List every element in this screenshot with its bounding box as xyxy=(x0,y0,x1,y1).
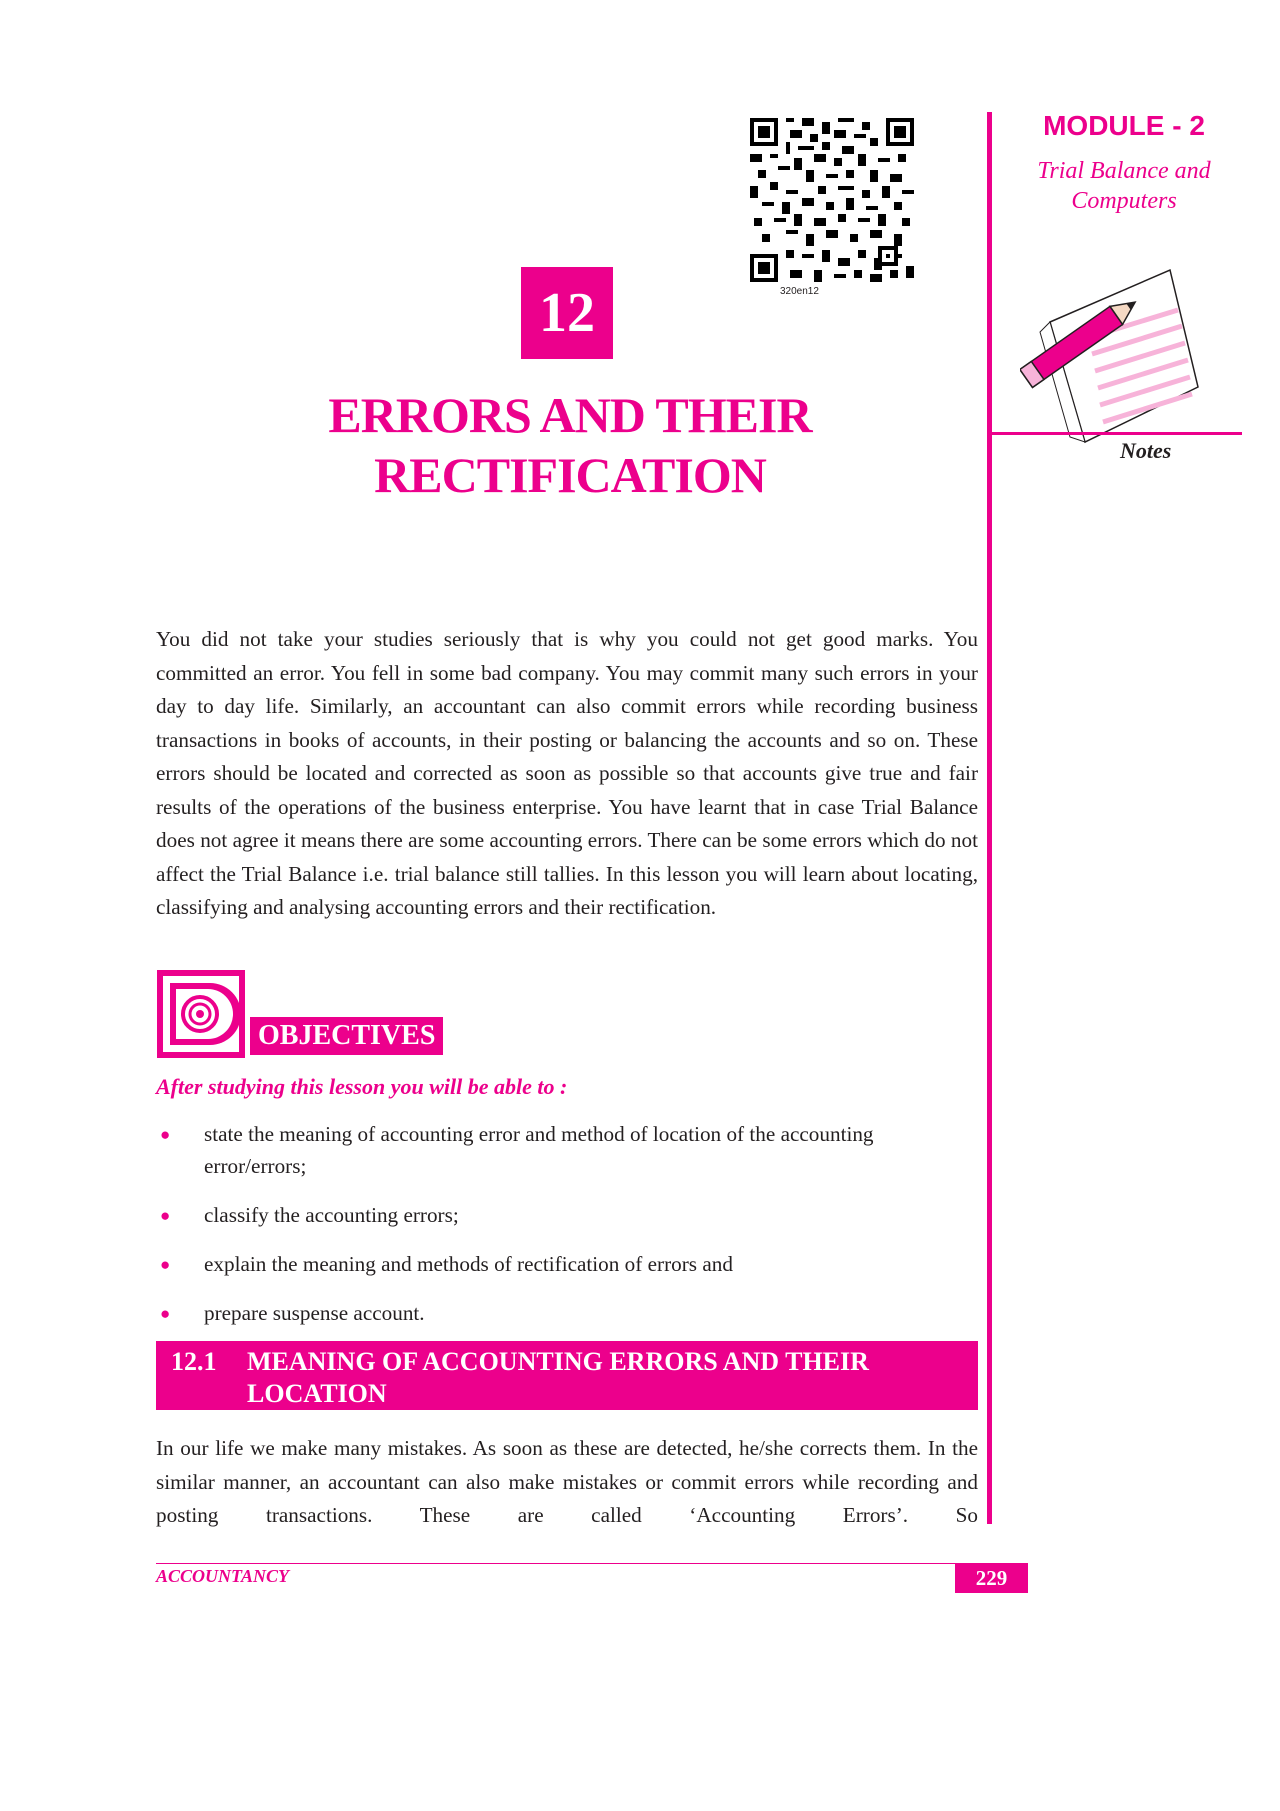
chapter-title-line1: ERRORS AND THEIR xyxy=(328,387,812,443)
bullet-icon: ● xyxy=(160,1255,171,1274)
objectives-intro: After studying this lesson you will be able to : xyxy=(156,1074,568,1099)
objectives-list xyxy=(156,1118,978,1346)
module-subtitle xyxy=(1014,156,1234,216)
notes-divider xyxy=(990,432,1242,435)
list-item: ● classify the accounting errors; xyxy=(160,1203,459,1227)
bullet-icon: ● xyxy=(160,1304,171,1323)
list-item: ● prepare suspense account. xyxy=(160,1301,425,1325)
chapter-title-line2: RECTIFICATION xyxy=(374,447,766,503)
page-number: 229 xyxy=(955,1563,1028,1593)
module-label: MODULE - 2 xyxy=(1043,110,1205,141)
qr-code-label: 320en12 xyxy=(780,286,819,297)
intro-paragraph: You did not take your studies seriously that is why you could not get good marks. You committed an error. You fell in some bad company. You may commit many such errors in your day to day life. Similarly, an accountant can also commit errors while recording business transactions in books of accounts, in their posting or balancing the accounts and so on. These errors should be located and corrected as soon as possible so that accounts give true and fair results of the operations of the business enterprise. You have learnt that in case Trial Balance does not agree it means there are some accounting errors. There can be some errors which do not affect the Trial Balance i.e. trial balance still tallies. In this lesson you will learn about locating, classifying and analysing accounting errors and their rectification. xyxy=(156,627,978,919)
objectives-heading: OBJECTIVES xyxy=(250,1017,443,1055)
module-subtitle-line2: Computers xyxy=(1071,188,1177,214)
section-title-line1: MEANING OF ACCOUNTING ERRORS AND THEIR xyxy=(247,1347,869,1376)
objectives-target-icon xyxy=(156,969,246,1059)
footer-subject: ACCOUNTANCY xyxy=(156,1566,290,1586)
section-heading xyxy=(156,1341,978,1410)
section-number: 12.1 xyxy=(171,1347,217,1376)
chapter-title xyxy=(250,385,890,505)
list-item: ● explain the meaning and methods of rectification of errors and xyxy=(160,1252,733,1276)
section-paragraph: In our life we make many mistakes. As soon as these are detected, he/she corrects them. In the similar manner, an accountant can also make mistakes or commit errors while recording and posting transactions. These are called ‘Accounting Errors’. So xyxy=(156,1436,978,1527)
bullet-icon: ● xyxy=(160,1206,171,1225)
qr-code-image xyxy=(750,118,914,282)
section-title-line2: LOCATION xyxy=(247,1379,387,1408)
notes-label: Notes xyxy=(1120,438,1172,463)
chapter-number: 12 xyxy=(521,267,613,359)
sidebar-divider xyxy=(987,112,992,1524)
footer-divider xyxy=(156,1563,956,1564)
list-item: ● state the meaning of accounting error and method of location of the accounting error/errors; xyxy=(160,1122,874,1178)
module-subtitle-line1: Trial Balance and xyxy=(1037,158,1211,184)
bullet-icon: ● xyxy=(160,1125,171,1144)
notes-pencil-icon xyxy=(1020,262,1200,452)
